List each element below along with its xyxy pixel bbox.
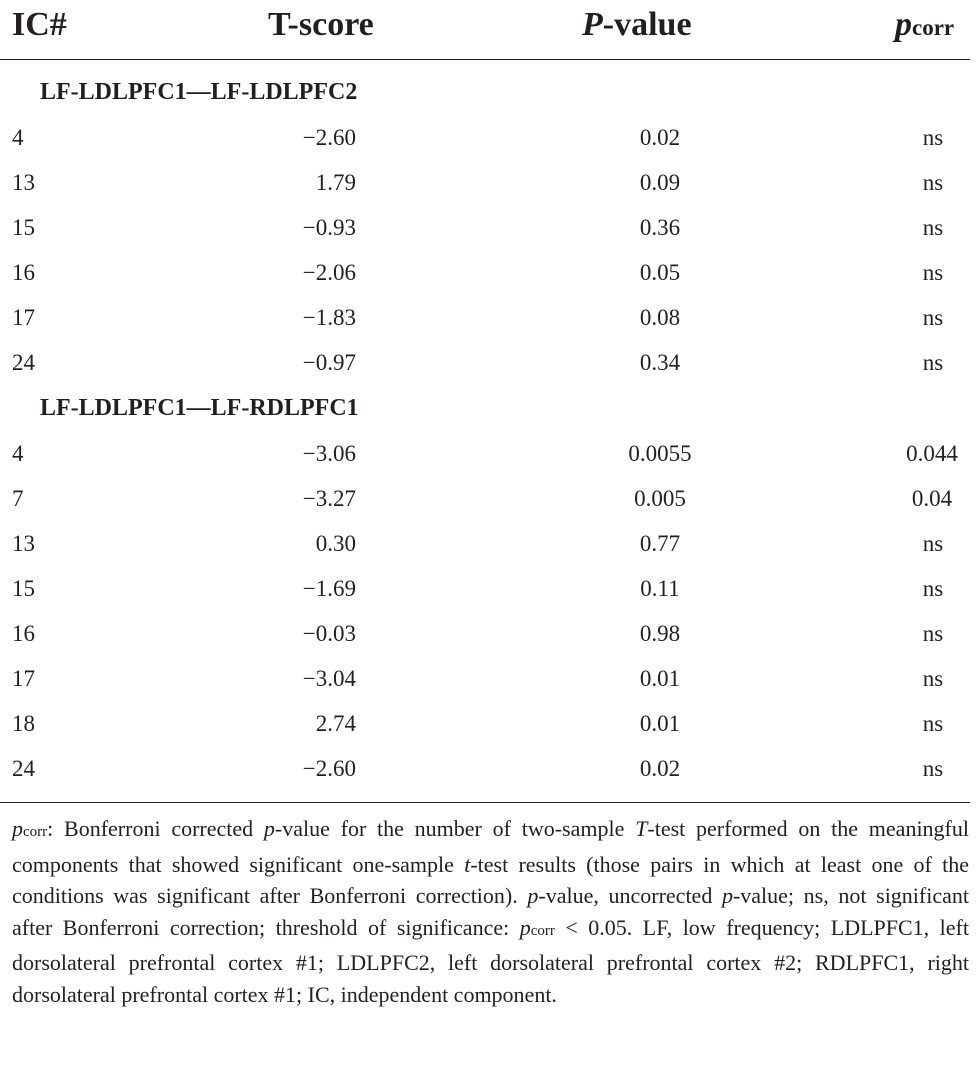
cell-t-score: −2.06 [302,260,356,285]
cell-ic: 13 [12,170,35,195]
table-row [0,348,980,378]
table-row [0,574,980,604]
table-row [0,664,980,694]
cell-p-corr: ns [922,350,944,375]
cell-t-score: −1.69 [302,576,356,601]
cell-ic: 15 [12,215,35,240]
cell-ic: 24 [12,350,35,375]
cell-p-corr: 0.044 [906,441,958,466]
cell-ic: 17 [12,666,35,691]
cell-t-score: −1.83 [302,305,356,330]
cell-t-score: −0.93 [302,215,356,240]
header-ic: IC# [12,6,67,43]
cell-p-value: 0.02 [639,125,681,150]
cell-p-corr: ns [922,531,944,556]
header-p-corr: pcorr [895,6,955,43]
cell-t-score: −0.97 [302,350,356,375]
cell-ic: 13 [12,531,35,556]
cell-t-score: −2.60 [302,125,356,150]
table-bottom-rule [0,802,970,803]
table-row [0,439,980,469]
section-title-rdlpfc1: LF-LDLPFC1—LF-RDLPFC1 [40,395,359,421]
header-p-value: P-value [582,6,692,43]
cell-ic: 18 [12,711,35,736]
table-row [0,213,980,243]
cell-ic: 16 [12,260,35,285]
cell-ic: 7 [12,486,24,511]
cell-t-score: −0.03 [302,621,356,646]
cell-p-corr: 0.04 [911,486,953,511]
table-footnote: pcorr: Bonferroni corrected p-value for the number of two-sample T-test performed on the meaningful components that showed significant one-sample t-test results (those pairs in which at least one of the conditions was significant after Bonferroni correction). p-value, uncorrected p-value; ns, not significant after Bonferroni correction; threshold of significance: pcorr < 0.05. LF, low frequency; LDLPFC1, left dorsolateral prefrontal cortex #1; LDLPFC2, left dorsolateral prefrontal cortex #2; RDLPFC1, right dorsolateral prefrontal cortex #1; IC, independent component. [12,816,969,1007]
cell-p-value: 0.05 [639,260,681,285]
cell-p-corr: ns [922,711,944,736]
cell-t-score: −3.06 [302,441,356,466]
table-row [0,709,980,739]
cell-ic: 4 [12,125,24,150]
cell-p-corr: ns [922,576,944,601]
cell-p-value: 0.09 [639,170,681,195]
table-row [0,754,980,784]
cell-p-corr: ns [922,215,944,240]
table-top-rule [0,59,970,60]
cell-p-corr: ns [922,621,944,646]
table-row [0,529,980,559]
cell-p-corr: ns [922,170,944,195]
table-row [0,484,980,514]
cell-p-value: 0.01 [639,666,681,691]
cell-t-score: 1.79 [315,170,356,195]
cell-p-corr: ns [922,305,944,330]
table-row [0,258,980,288]
table-row [0,619,980,649]
cell-t-score: −2.60 [302,756,356,781]
table-row [0,303,980,333]
cell-t-score: −3.27 [302,486,356,511]
cell-p-corr: ns [922,260,944,285]
header-t-score: T-score [268,6,374,43]
section-title-ldlpfc2: LF-LDLPFC1—LF-LDLPFC2 [40,79,358,105]
table-row [0,123,980,153]
cell-ic: 4 [12,441,24,466]
cell-ic: 15 [12,576,35,601]
cell-p-value: 0.36 [639,215,681,240]
cell-p-value: 0.005 [634,486,686,511]
cell-p-value: 0.77 [639,531,681,556]
cell-p-value: 0.34 [639,350,681,375]
cell-t-score: 2.74 [315,711,356,736]
cell-p-corr: ns [922,666,944,691]
cell-t-score: −3.04 [302,666,356,691]
cell-t-score: 0.30 [315,531,356,556]
cell-ic: 24 [12,756,35,781]
cell-p-value: 0.11 [640,576,680,601]
cell-p-corr: ns [922,125,944,150]
cell-ic: 16 [12,621,35,646]
cell-p-value: 0.0055 [628,441,692,466]
cell-p-corr: ns [922,756,944,781]
cell-p-value: 0.08 [639,305,681,330]
table-row [0,168,980,198]
cell-p-value: 0.02 [639,756,681,781]
cell-p-value: 0.01 [639,711,681,736]
cell-p-value: 0.98 [639,621,681,646]
cell-ic: 17 [12,305,35,330]
